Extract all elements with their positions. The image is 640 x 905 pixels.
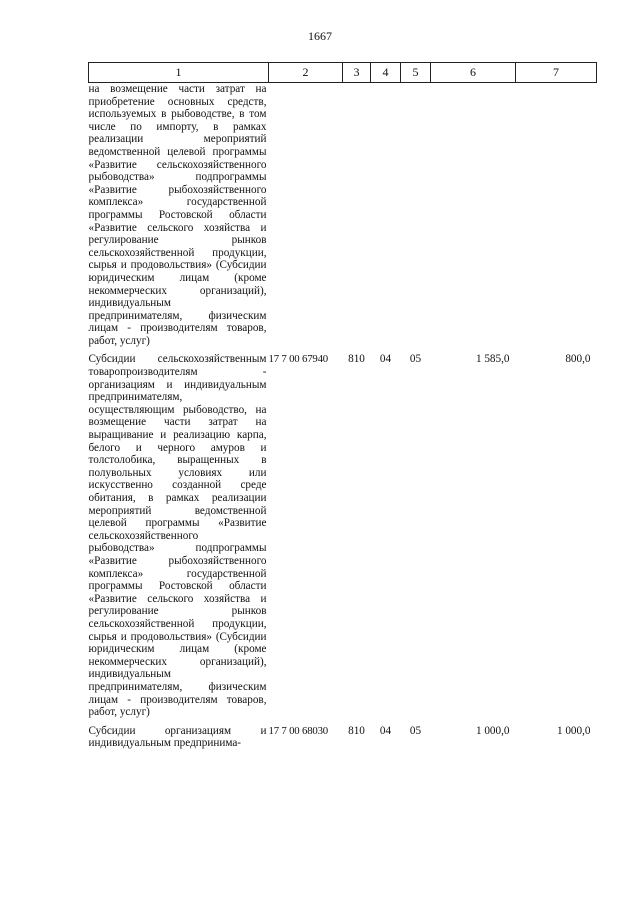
row-name: на возмещение части затрат на приобретение основных средств, используемых в рыбоводстве, в том числе по импорту, в рамках реализации мероприятий ведомственной целевой программы «Развитие сельскохозяйственного рыбоводства» подпрограммы «Развитие рыбохозяйственного комплекса» государственной программы Ростовской области «Развитие сельского хозяйства и регулирование рынков сельскохозяйственной продукции, сырья и продовольствия» (Субсидии юридическим лицам (кроме некоммерческих организаций), индивидуальным предпринимателям, физическим лицам - производителям товаров, работ, услуг) [88, 83, 267, 347]
row-section: 04 [379, 724, 392, 737]
row-expense-type: 810 [348, 353, 365, 366]
table-row [89, 725, 597, 756]
header-col-6: 6 [431, 63, 516, 83]
row-amount-1: 1 585,0 [475, 353, 510, 366]
row-subsection: 05 [409, 724, 422, 737]
page-number: 1667 [308, 29, 332, 43]
row-name: Субсидии сельскохозяйственным товаропроизводителям - организациям и индивидуальным предпринимателям, осуществляющим рыбоводство, на возмещение части затрат на выращивание и реализацию карпа, белого и черного амуров и толстолобика, выращенных в полувольных условиях или искусственно созданной среде обитания, в рамках реализации мероприятий ведомственной целевой программы «Развитие сельскохозяйственного рыбоводства» подпрограммы «Развитие рыбохозяйственного комплекса» государственной программы Ростовской области «Развитие сельского хозяйства и регулирование рынков сельскохозяйственной продукции, сырья и продовольствия» (Субсидии юридическим лицам (кроме некоммерческих организаций), индивидуальным предпринимателям, физическим лицам - производителям товаров, работ, услуг) [88, 353, 267, 719]
header-col-3: 3 [343, 63, 371, 83]
row-amount-1: 1 000,0 [475, 724, 510, 737]
header-col-4: 4 [371, 63, 401, 83]
header-row [89, 63, 597, 83]
row-expense-type [343, 83, 371, 354]
row-amount-2: 800,0 [565, 353, 591, 366]
table-row [89, 83, 597, 354]
row-target-article: 17 7 00 67940 [268, 353, 328, 366]
row-amount-2: 1 000,0 [556, 724, 591, 737]
header-col-2: 2 [269, 63, 343, 83]
row-amount-1 [431, 83, 516, 354]
row-subsection [401, 83, 431, 354]
row-expense-type: 810 [348, 724, 365, 737]
row-section: 04 [379, 353, 392, 366]
table-header [89, 63, 597, 83]
header-col-5: 5 [401, 63, 431, 83]
row-target-article: 17 7 00 68030 [268, 724, 328, 737]
header-col-1: 1 [89, 63, 269, 83]
table-row [89, 353, 597, 724]
row-section [371, 83, 401, 354]
row-amount-2 [516, 83, 597, 354]
header-col-7: 7 [516, 63, 597, 83]
budget-table [88, 62, 597, 756]
row-name: Субсидии организациям и индивидуальным предпринима- [88, 724, 267, 750]
row-subsection: 05 [409, 353, 422, 366]
row-target-article [269, 83, 343, 354]
